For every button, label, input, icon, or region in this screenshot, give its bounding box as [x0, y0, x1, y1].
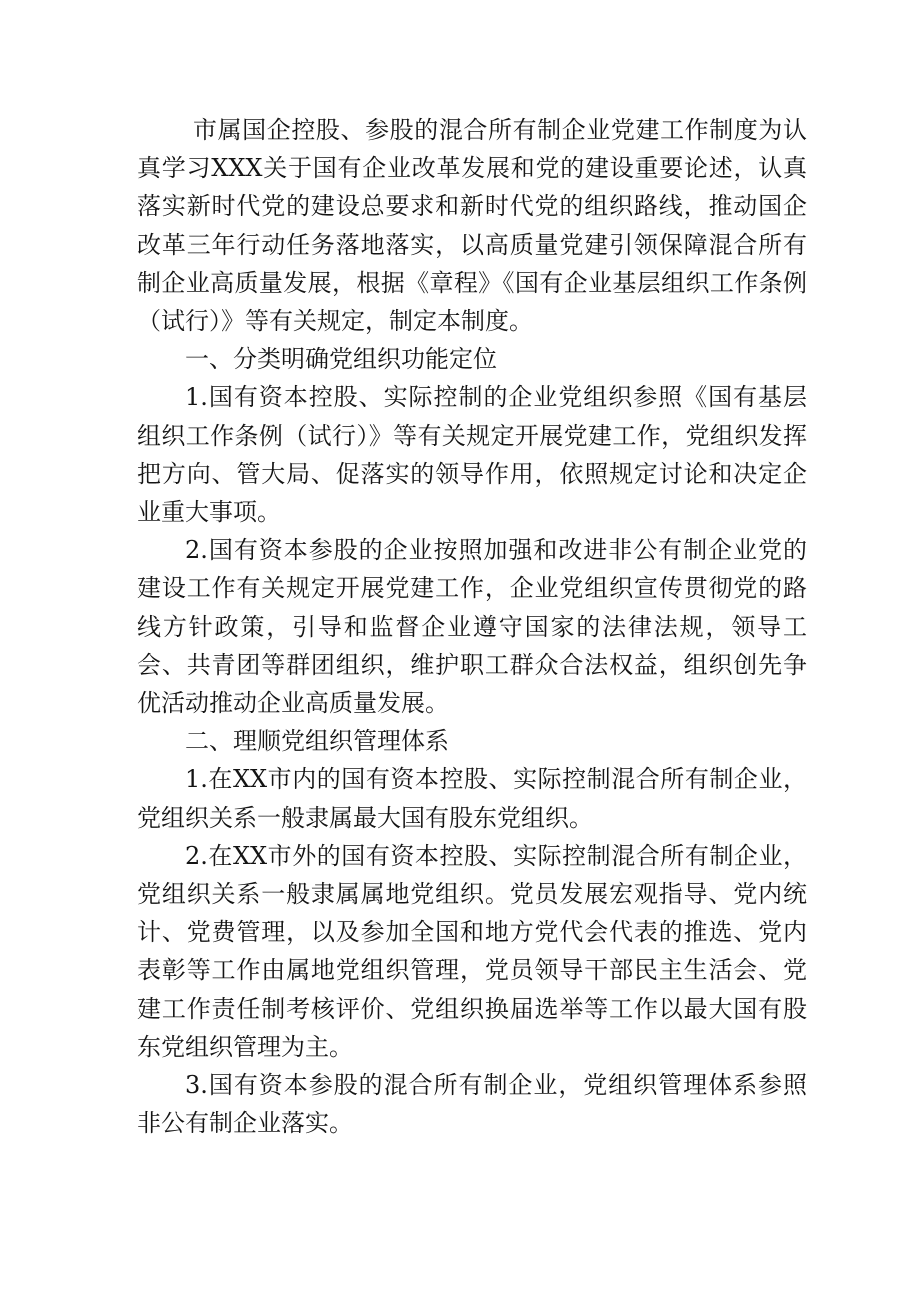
- section-heading-1: 一、分类明确党组织功能定位: [185, 345, 497, 374]
- paragraph-2-2: 2.在XX市外的国有资本控股、实际控制混合所有制企业，党组织关系一般隶属属地党组织。党员发展宏观指导、党内统计、党费管理，以及参加全国和地方党代会代表的推选、党内表彰等工作由属地党组织管理，党员领导干部民主生活会、党建工作责任制考核评价、党组织换届选举等工作以最大国有股东党组织管理为主。: [137, 841, 807, 1061]
- paragraph-1-2: 2.国有资本参股的企业按照加强和改进非公有制企业党的建设工作有关规定开展党建工作，企业党组织宣传贯彻党的路线方针政策，引导和监督企业遵守国家的法律法规，领导工会、共青团等群团组织，维护职工群众合法权益，组织创先争优活动推动企业高质量发展。: [137, 536, 807, 718]
- section-heading-2: 二、理顺党组织管理体系: [185, 727, 449, 756]
- paragraph-2-3: 3.国有资本参股的混合所有制企业，党组织管理体系参照非公有制企业落实。: [137, 1071, 807, 1138]
- paragraph-1-1: 1.国有资本控股、实际控制的企业党组织参照《国有基层组织工作条例（试行）》等有关规定开展党建工作，党组织发挥把方向、管大局、促落实的领导作用，依照规定讨论和决定企业重大事项。: [137, 383, 807, 527]
- intro-paragraph: 市属国企控股、参股的混合所有制企业党建工作制度为认真学习XXX关于国有企业改革发展和党的建设重要论述，认真落实新时代党的建设总要求和新时代党的组织路线，推动国企改革三年行动任务落地落实，以高质量党建引领保障混合所有制企业高质量发展，根据《章程》《国有企业基层组织工作条例（试行）》等有关规定，制定本制度。: [137, 116, 807, 336]
- paragraph-2-1: 1.在XX市内的国有资本控股、实际控制混合所有制企业，党组织关系一般隶属最大国有股东党组织。: [137, 765, 807, 832]
- document-body: [137, 111, 807, 1142]
